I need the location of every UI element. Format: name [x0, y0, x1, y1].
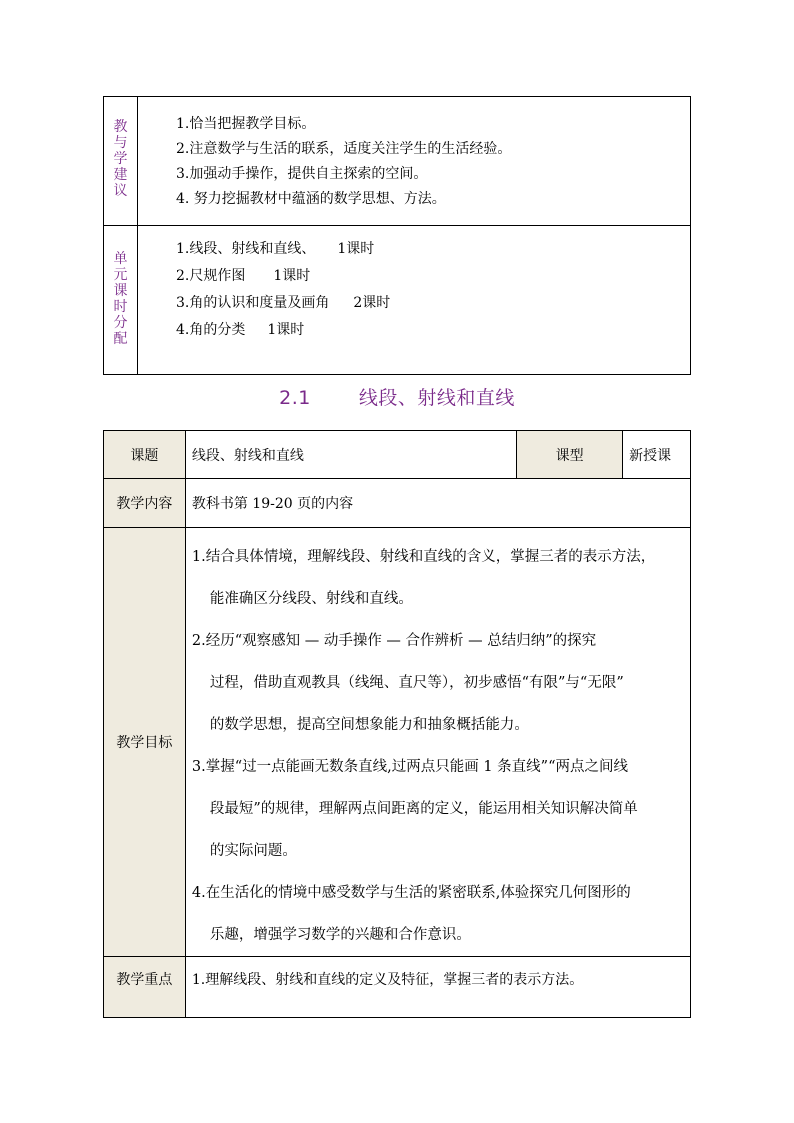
teaching-advice-row: [104, 97, 691, 226]
key-points-row: [104, 957, 691, 1018]
hours-item-time: 1课时: [267, 322, 305, 338]
teaching-advice-list: [138, 97, 690, 212]
unit-overview-table: [103, 96, 691, 375]
hours-item: [176, 290, 690, 317]
content-label: 教学内容: [104, 479, 186, 528]
goals-cell: [185, 528, 690, 957]
key-points-value: 1.理解线段、射线和直线的定义及特征，掌握三者的表示方法。: [185, 957, 690, 1018]
advice-item: 3.加强动手操作，提供自主探索的空间。: [176, 166, 428, 182]
goal-item: 4.在生活化的情境中感受数学与生活的紧密联系,体验探究几何图形的 乐趣，增强学习数学的兴趣和合作意识。: [191, 885, 631, 943]
unit-hours-row: [104, 226, 691, 375]
advice-item: 4. 努力挖掘教材中蕴涵的数学思想、方法。: [176, 191, 446, 207]
lesson-type-value: 新授课: [623, 431, 691, 479]
key-points-label: 教学重点: [104, 957, 186, 1018]
hours-item-name: 1.线段、射线和直线、: [176, 241, 316, 257]
topic-row: [104, 431, 691, 479]
hours-item-name: 4.角的分类: [176, 322, 246, 338]
topic-label: 课题: [104, 431, 186, 479]
hours-item: [176, 317, 690, 344]
unit-hours-list: [138, 226, 690, 344]
lesson-type-label: 课型: [517, 431, 623, 479]
section-heading: 线段、射线和直线: [358, 387, 515, 409]
goal-item: 3.掌握“过一点能画无数条直线,过两点只能画 1 条直线”“两点之间线 段最短”的规律，理解两点间距离的定义，能运用相关知识解决简单 的实际问题。: [191, 759, 638, 859]
content-row: [104, 479, 691, 528]
goals-row: [104, 528, 691, 957]
goal-item: 1.结合具体情境，理解线段、射线和直线的含义，掌握三者的表示方法， 能准确区分线段、射线和直线。: [191, 549, 656, 607]
section-number: 2.1: [279, 387, 311, 409]
hours-item-name: 3.角的认识和度量及画角: [176, 295, 330, 311]
content-value: 教科书第 19-20 页的内容: [185, 479, 690, 528]
advice-item: 1.恰当把握教学目标。: [176, 116, 316, 132]
teaching-advice-cell: [138, 97, 691, 226]
unit-hours-cell: [138, 226, 691, 375]
unit-hours-label: 单元课时分配: [104, 226, 138, 375]
teaching-advice-label: 教与学建议: [104, 97, 138, 226]
goals-label: 教学目标: [104, 528, 186, 957]
hours-item-name: 2.尺规作图: [176, 268, 246, 284]
hours-item-time: 2课时: [353, 295, 391, 311]
advice-item: 2.注意数学与生活的联系，适度关注学生的生活经验。: [176, 141, 512, 157]
topic-value: 线段、射线和直线: [185, 431, 516, 479]
hours-item: [176, 263, 690, 290]
section-title: [0, 383, 794, 410]
goal-item: 2.经历“观察感知 — 动手操作 — 合作辨析 — 总结归纳”的探究 过程，借助直观教具（线绳、直尺等），初步感悟“有限”与“无限” 的数学思想，提高空间想象能力和抽象概括能力。: [191, 633, 624, 733]
hours-item-time: 1课时: [273, 268, 311, 284]
hours-item: [176, 236, 690, 263]
lesson-plan-table: [103, 430, 691, 1018]
hours-item-time: 1课时: [337, 241, 375, 257]
